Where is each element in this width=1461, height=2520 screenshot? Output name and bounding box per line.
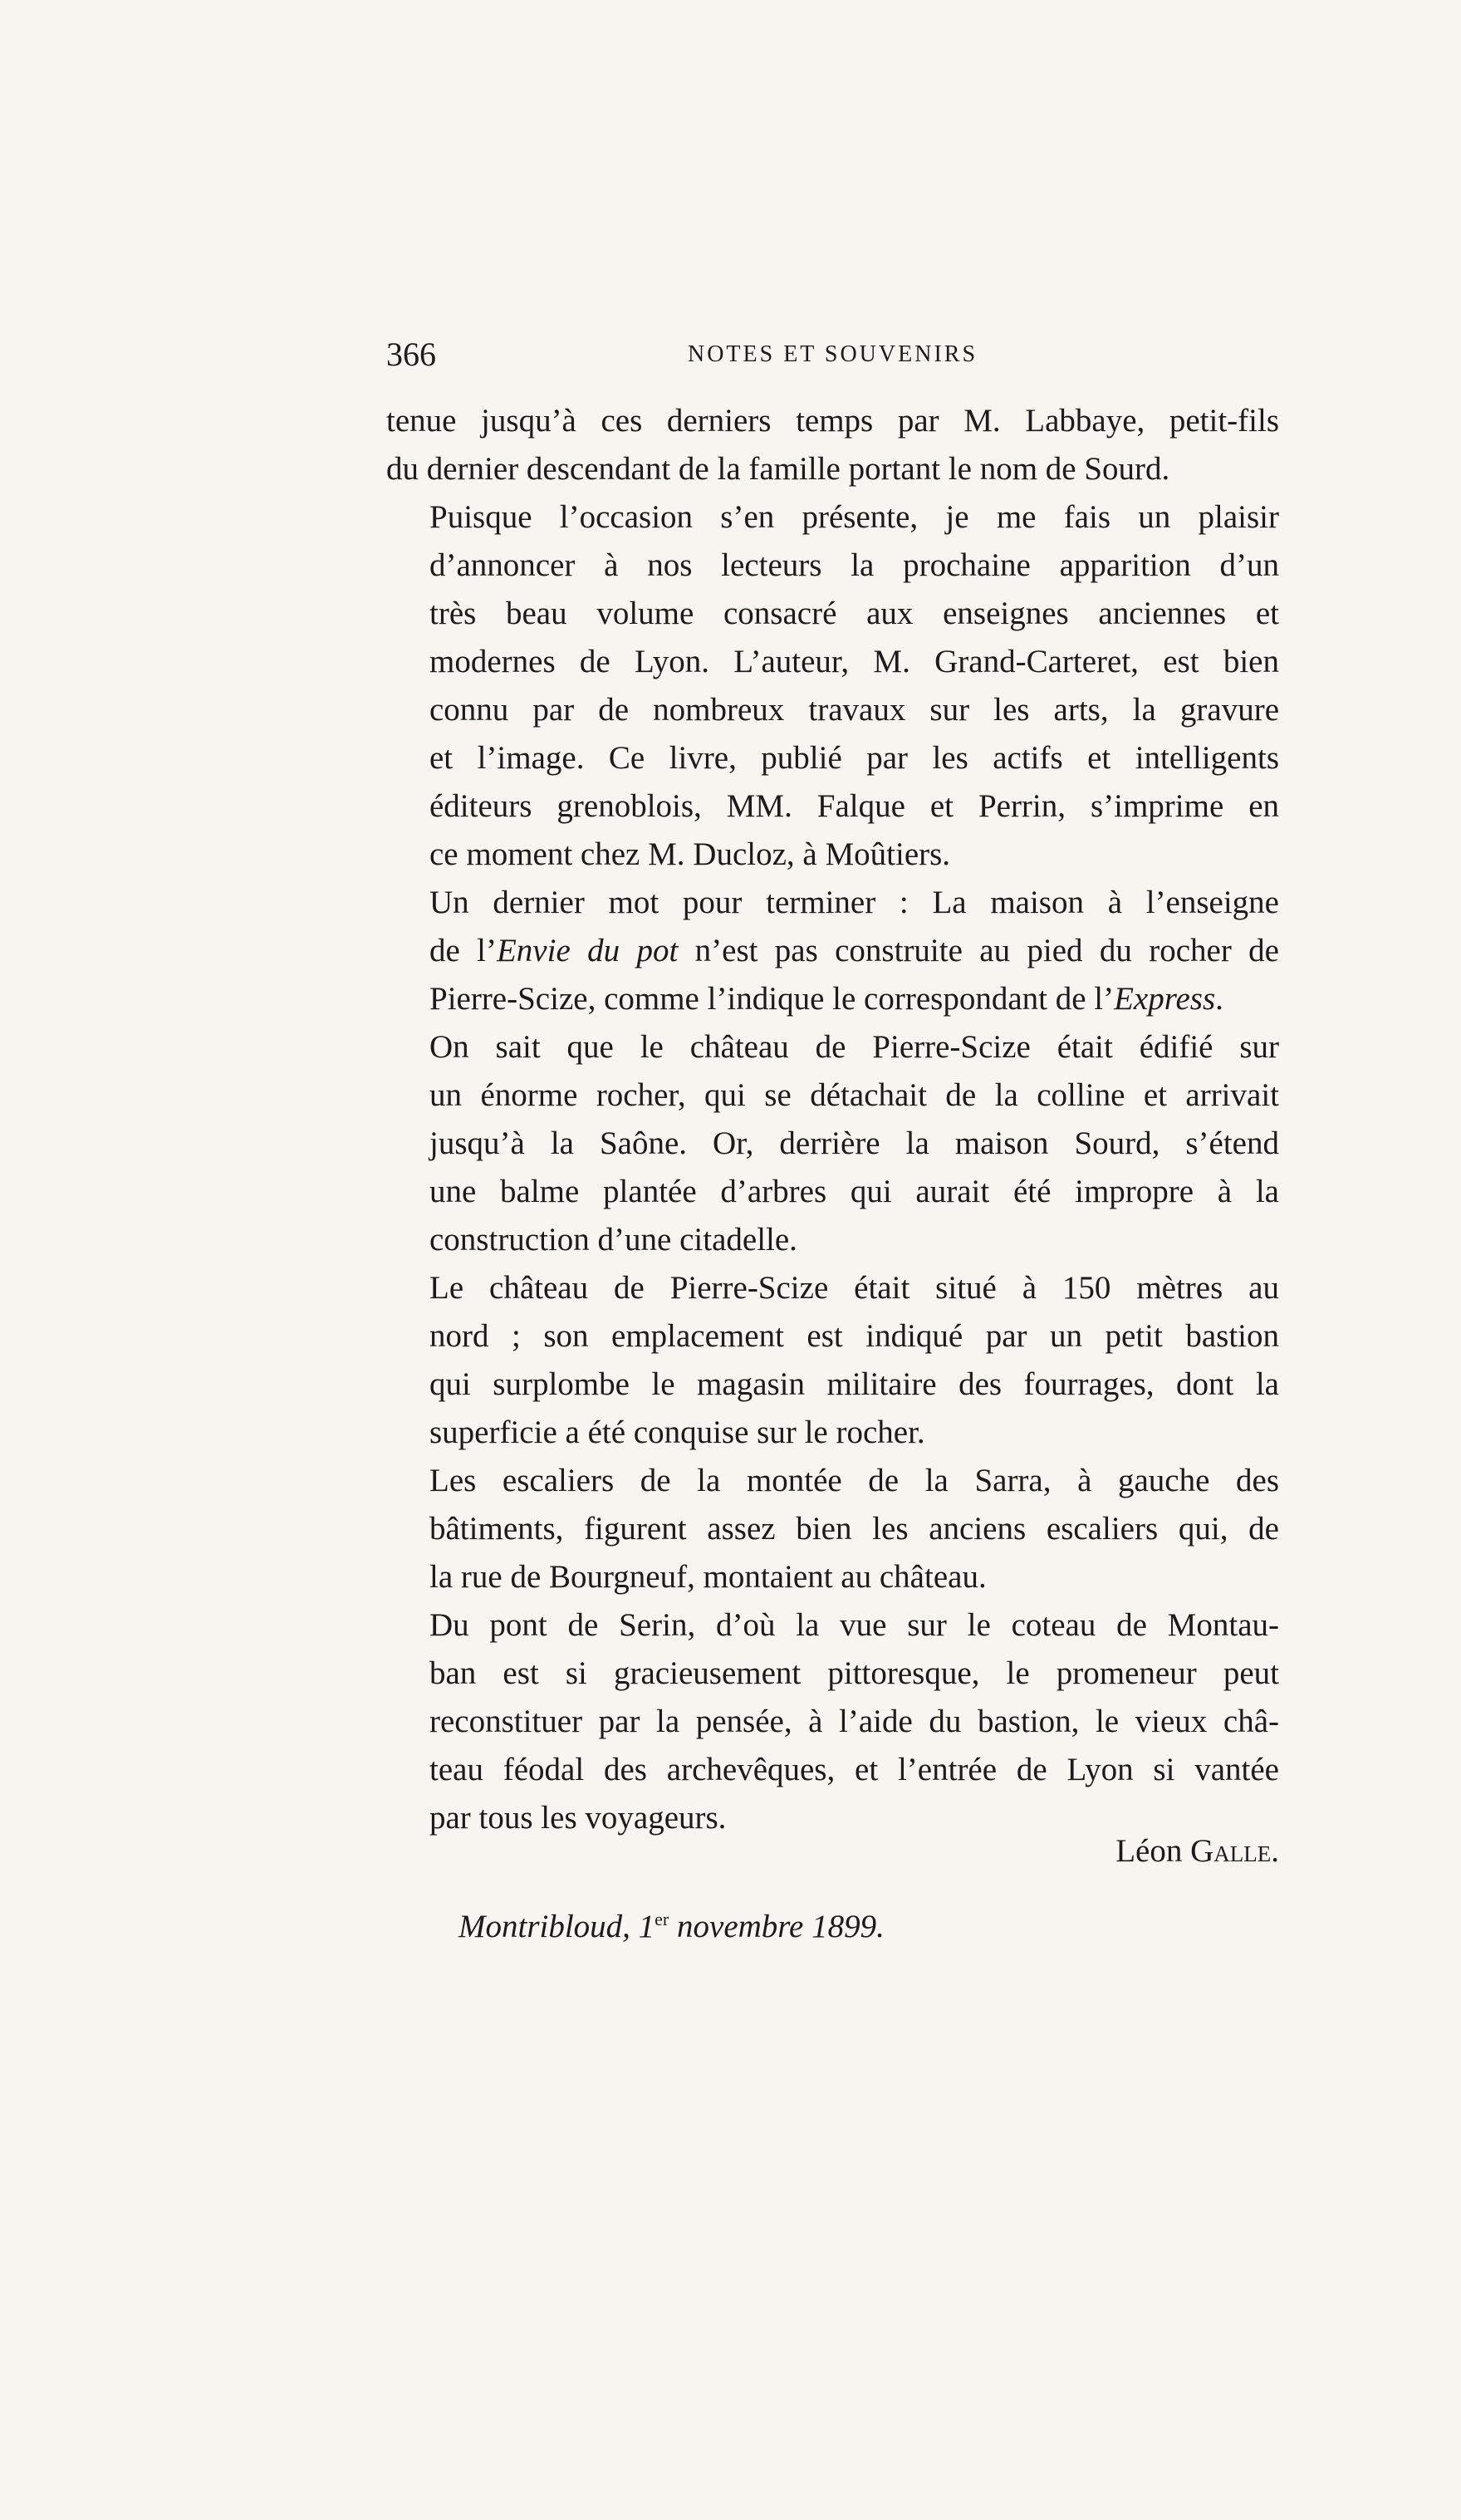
text-line: nord ; son emplacement est indiqué par un petit bastion xyxy=(429,1318,1279,1354)
running-title: NOTES ET SOUVENIRS xyxy=(687,341,978,367)
text-line: jusqu’à la Saône. Or, derrière la maison Sourd, s’étend xyxy=(429,1125,1279,1161)
dateline-day-suffix: er xyxy=(655,1909,669,1929)
text-line: et l’image. Ce livre, publié par les actifs et intelligents xyxy=(429,740,1279,776)
text-line: Pierre-Scize, comme l’indique le correspondant de l’Express. xyxy=(429,981,1223,1017)
author-first-name: Léon xyxy=(1115,1833,1183,1869)
paragraph xyxy=(386,397,1279,493)
text-line: Puisque l’occasion s’en présente, je me fais un plaisir xyxy=(429,499,1279,535)
text-line: tenue jusqu’à ces derniers temps par M. Labbaye, petit-fils xyxy=(386,403,1279,439)
text-line: Du pont de Serin, d’où la vue sur le coteau de Montau- xyxy=(429,1607,1279,1643)
text-line: du dernier descendant de la famille portant le nom de Sourd. xyxy=(386,451,1170,487)
text-line: par tous les voyageurs. xyxy=(429,1800,727,1836)
text-line: Les escaliers de la montée de la Sarra, à gauche des xyxy=(429,1463,1279,1498)
paragraph xyxy=(386,1023,1279,1264)
paragraph xyxy=(386,1264,1279,1457)
dateline-day: 1 xyxy=(638,1909,655,1944)
page-number: 366 xyxy=(386,336,436,373)
paragraph xyxy=(386,493,1279,879)
text-line: Un dernier mot pour terminer : La maison à l’enseigne xyxy=(429,885,1279,920)
text-line: très beau volume consacré aux enseignes anciennes et xyxy=(429,596,1279,631)
paragraph xyxy=(386,879,1279,1023)
text-line: connu par de nombreux travaux sur les arts, la gravure xyxy=(429,692,1279,728)
text-line: On sait que le château de Pierre-Scize était édifié sur xyxy=(429,1029,1279,1065)
dateline-place: Montribloud, xyxy=(458,1909,630,1944)
body-text xyxy=(386,397,1279,1842)
text-line: reconstituer par la pensée, à l’aide du bastion, le vieux châ- xyxy=(429,1704,1279,1739)
text-line: d’annoncer à nos lecteurs la prochaine apparition d’un xyxy=(429,547,1279,583)
paragraph xyxy=(386,1457,1279,1601)
author-last-name: Galle. xyxy=(1190,1833,1279,1869)
text-line: modernes de Lyon. L’auteur, M. Grand-Carteret, est bien xyxy=(429,644,1279,679)
text-line: teau féodal des archevêques, et l’entrée de Lyon si vantée xyxy=(429,1752,1279,1787)
text-line: qui surplombe le magasin militaire des fourrages, dont la xyxy=(429,1366,1279,1402)
text-line: bâtiments, figurent assez bien les anciens escaliers qui, de xyxy=(429,1511,1279,1547)
dateline-month-year: novembre 1899. xyxy=(677,1909,885,1944)
text-line: superficie a été conquise sur le rocher. xyxy=(429,1414,925,1450)
text-line: éditeurs grenoblois, MM. Falque et Perrin, s’imprime en xyxy=(429,788,1279,824)
text-line: la rue de Bourgneuf, montaient au château. xyxy=(429,1559,987,1595)
text-line: de l’Envie du pot n’est pas construite au pied du rocher de xyxy=(429,933,1279,968)
dateline xyxy=(458,1895,885,1951)
author-signature xyxy=(1115,1827,1279,1875)
text-line: un énorme rocher, qui se détachait de la colline et arrivait xyxy=(429,1077,1279,1113)
running-header xyxy=(386,334,1279,375)
paragraph xyxy=(386,1601,1279,1842)
text-line: ce moment chez M. Ducloz, à Moûtiers. xyxy=(429,836,951,872)
text-line: construction d’une citadelle. xyxy=(429,1222,797,1258)
text-line: une balme plantée d’arbres qui aurait été impropre à la xyxy=(429,1174,1279,1209)
text-line: ban est si gracieusement pittoresque, le promeneur peut xyxy=(429,1655,1279,1691)
text-line: Le château de Pierre-Scize était situé à 150 mètres au xyxy=(429,1270,1279,1306)
